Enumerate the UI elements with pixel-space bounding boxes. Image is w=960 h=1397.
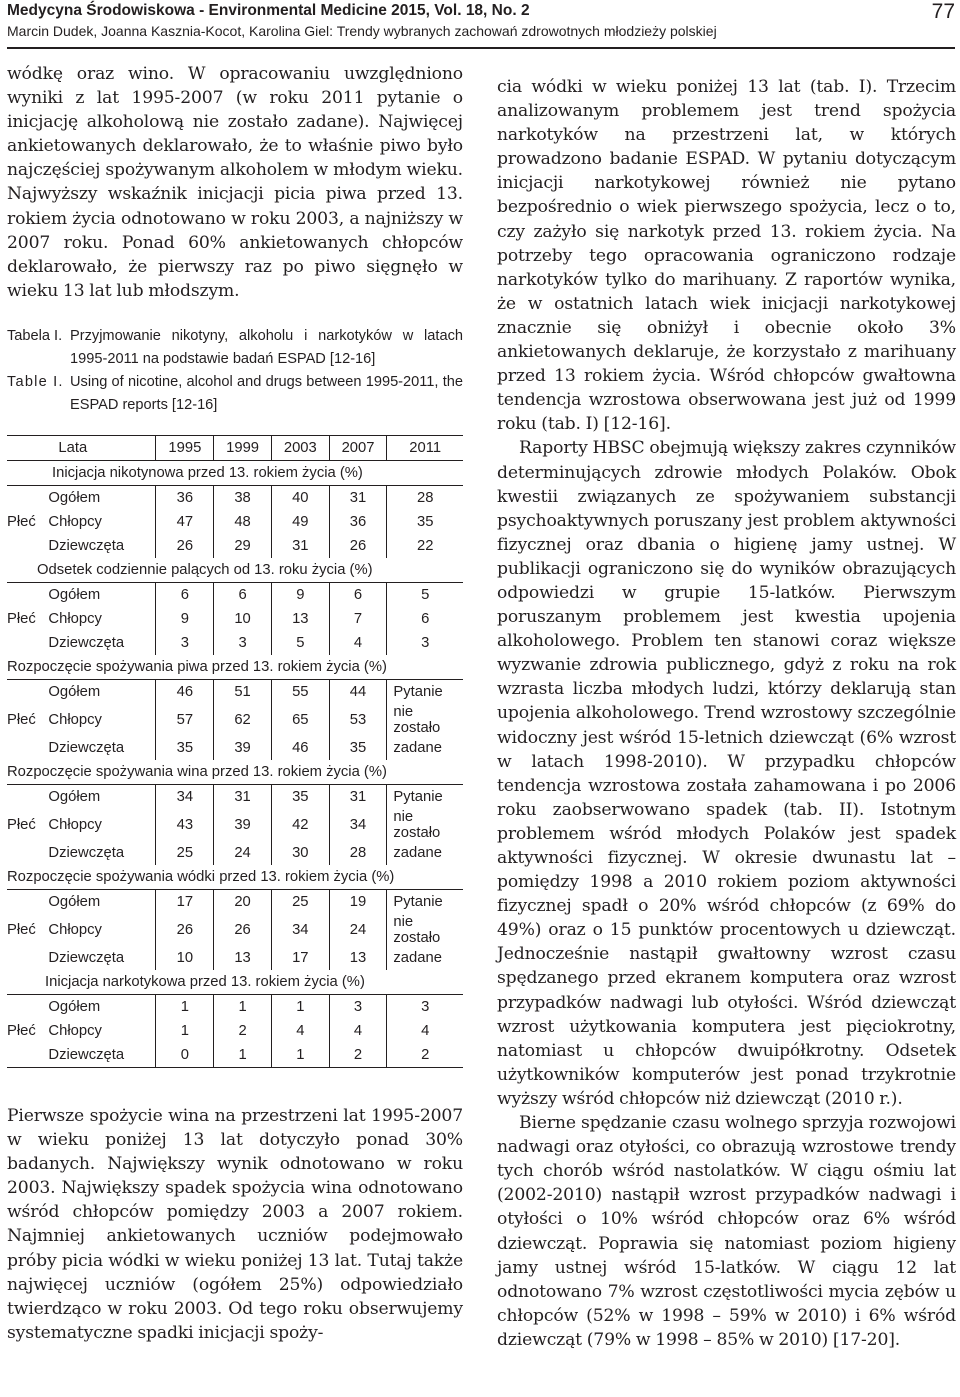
row-label: Ogółem [38,679,156,704]
table-cell: 35 [329,736,387,760]
table-cell: zadane [393,739,442,756]
table-cell: 19 [329,889,387,914]
table-cell: 34 [156,784,214,809]
table-cell: 13 [329,946,387,970]
group-label: Płeć [7,610,36,627]
caption-label-en: Table I. [7,373,64,390]
row-label: Dziewczęta [38,736,156,760]
row-label: Ogółem [38,485,156,510]
header-year: 2007 [329,435,387,460]
table-cell: 6 [329,582,387,607]
row-label: Chłopcy [38,704,156,736]
table-cell: 62 [214,704,272,736]
table-cell: 3 [156,631,214,655]
header-year: 1999 [214,435,272,460]
table-row [7,841,463,865]
group-label-empty [7,679,38,704]
table-section-header [7,760,463,785]
table-cell: 1 [156,994,214,1019]
table-cell: 1 [214,1043,272,1068]
group-label-empty [7,889,38,914]
table-cell: 10 [214,607,272,631]
table-cell: 3 [421,634,430,651]
row-label: Chłopcy [38,914,156,946]
table-cell: 24 [329,914,387,946]
caption-label-pl: Tabela I. [7,327,63,344]
table-cell: nie zostało [393,913,441,946]
row-label: Dziewczęta [38,841,156,865]
table-cell: 55 [271,679,329,704]
table-cell: 4 [421,1022,430,1039]
table-cell: 25 [156,841,214,865]
table-cell: nie zostało [393,703,441,736]
table-cell: 26 [156,534,214,558]
header-year: 1995 [156,435,214,460]
table-section-header [7,655,463,680]
table-row [7,994,463,1019]
row-label: Ogółem [38,889,156,914]
table-cell: 31 [271,534,329,558]
table-cell: 3 [329,994,387,1019]
table-cell: 48 [214,510,272,534]
group-label-empty [7,631,38,655]
table-cell: 22 [416,537,434,554]
table-cell: 5 [421,586,430,603]
table-caption [7,325,463,417]
running-head-authors: Marcin Dudek, Joanna Kasznia-Kocot, Karolina Giel: Trendy wybranych zachowań zdrowotnych młodzieży polskiej [7,23,717,39]
table-cell: 28 [329,841,387,865]
table-cell: 0 [156,1043,214,1068]
caption-text-en: Using of nicotine, alcohol and drugs between 1995‑2011, the ESPAD reports [12‑16] [70,373,463,413]
table-cell: 1 [271,1043,329,1068]
section-title: Rozpoczęcie spożywania piwa przed 13. rokiem życia (%) [7,655,463,680]
table-cell: 35 [416,513,434,530]
group-label-empty [7,582,38,607]
table-header-row [7,435,463,460]
table-cell: 57 [156,704,214,736]
table-cell: 26 [156,914,214,946]
group-label-empty [7,534,38,558]
body-paragraph: wódkę oraz wino. W opracowaniu uwzględniono wyniki z lat 1995‑2007 (w roku 2011 pytanie o inicjację alkoholową nie zostało zadane). Najwięcej ankietowanych deklarowało, że to właśnie piwo było najczęściej spożywanym alkoholem w młodym wieku. Najwyższy wskaźnik inicjacji picia piwa przed 13. rokiem życia odnotowano w roku 2003, a najniższy w 2007 roku. Ponad 60% ankietowanych chłopców deklarowało, że pierwszy raz po piwo sięgnęło w wieku 13 lat lub młodszym. [7,64,463,301]
table-cell: 20 [214,889,272,914]
table-row [7,736,463,760]
table-cell: 1 [156,1019,214,1043]
header-year: 2011 [387,435,463,460]
table-cell: 36 [329,510,387,534]
table-cell: 46 [156,679,214,704]
table-cell: 4 [329,1019,387,1043]
row-label: Ogółem [38,582,156,607]
table-cell: nie zostało [393,808,441,841]
table-cell: 39 [214,736,272,760]
table-cell: 43 [156,809,214,841]
table-cell: 2 [214,1019,272,1043]
row-label: Dziewczęta [38,1043,156,1068]
section-title: Inicjacja nikotynowa przed 13. rokiem życia (%) [7,460,463,485]
data-table [7,435,463,1068]
table-cell: 2 [387,1043,463,1068]
group-label-empty [7,946,38,970]
table-cell: 65 [271,704,329,736]
table-row [7,914,463,946]
journal-title: Medycyna Środowiskowa - Environmental Medicine 2015, Vol. 18, No. 2 [7,2,530,19]
table-cell: 1 [271,994,329,1019]
table-row [7,1043,463,1068]
table-row [7,607,463,631]
table-cell: 6 [421,610,430,627]
table-section-header [7,865,463,890]
table-cell: 24 [214,841,272,865]
group-label-empty [7,1043,38,1068]
table-cell: 28 [416,489,434,506]
table-cell: 3 [421,998,430,1015]
group-label-empty [7,485,38,510]
table-cell: 5 [271,631,329,655]
table-cell: 35 [271,784,329,809]
section-title: Inicjacja narkotykowa przed 13. rokiem życia (%) [7,970,463,995]
table-cell: zadane [393,949,442,966]
table-cell: 13 [214,946,272,970]
table-cell: 31 [214,784,272,809]
group-label-empty [7,736,38,760]
table-cell: 36 [156,485,214,510]
table-cell: 25 [271,889,329,914]
section-title: Rozpoczęcie spożywania wódki przed 13. rokiem życia (%) [7,865,463,890]
table-row [7,679,463,704]
row-label: Dziewczęta [38,534,156,558]
table-cell: Pytanie [393,893,443,910]
group-label: Płeć [7,921,36,938]
table-cell: 13 [271,607,329,631]
body-paragraph: Bierne spędzanie czasu wolnego sprzyja rozwojowi nadwagi oraz otyłości, co obrazują wzrostowe trendy tych chorób wśród nastolatków. W ciągu ośmiu lat (2002‑2010) nastąpił wzrost przypadków nadwagi i otyłości o 10% wśród chłopców oraz 6% wśród dziewcząt. Poprawia się natomiast poziom higieny jamy ustnej wśród 15‑latków. W ciągu 12 lat odnotowano 7% wzrost częstotliwości mycia zębów u chłopców (52% w 1998 – 59% w 2010) i 6% wśród dziewcząt (79% w 1998 – 85% w 2010) [17‑20]. [497,1113,956,1350]
table-cell: 47 [156,510,214,534]
table-section-header [7,970,463,995]
table-cell: 7 [329,607,387,631]
group-label: Płeć [7,816,36,833]
caption-text-pl: Przyjmowanie nikotyny, alkoholu i narkotyków w latach 1995‑2011 na podstawie badań ESPAD [12‑16] [70,327,463,367]
group-label: Płeć [7,513,36,530]
section-title: Odsetek codziennie palących od 13. roku życia (%) [7,558,463,583]
table-cell: 17 [156,889,214,914]
row-label: Dziewczęta [38,631,156,655]
table-row [7,485,463,510]
table-cell: 35 [156,736,214,760]
table-cell: 2 [329,1043,387,1068]
table-cell: 4 [271,1019,329,1043]
table-cell: 1 [214,994,272,1019]
table-cell: 6 [214,582,272,607]
row-label: Chłopcy [38,607,156,631]
table-row [7,704,463,736]
table-row [7,889,463,914]
table-cell: 9 [271,582,329,607]
table-cell: 34 [329,809,387,841]
table-cell: 39 [214,809,272,841]
row-label: Ogółem [38,994,156,1019]
table-cell: 38 [214,485,272,510]
table-row [7,809,463,841]
page-number: 77 [931,0,955,23]
table-row [7,582,463,607]
table-cell: 10 [156,946,214,970]
row-label: Chłopcy [38,809,156,841]
table-row [7,631,463,655]
table-row [7,510,463,534]
table-cell: 34 [271,914,329,946]
table-section-header [7,460,463,485]
group-label-empty [7,841,38,865]
row-label: Ogółem [38,784,156,809]
table-cell: 31 [329,485,387,510]
table-cell: 26 [214,914,272,946]
table-cell: 44 [329,679,387,704]
table-cell: 51 [214,679,272,704]
table-cell: 31 [329,784,387,809]
table-cell: 29 [214,534,272,558]
table-cell: Pytanie [393,788,443,805]
table-cell: 17 [271,946,329,970]
table-row [7,946,463,970]
group-label-empty [7,994,38,1019]
group-label-empty [7,784,38,809]
header-year: 2003 [271,435,329,460]
table-row [7,534,463,558]
table-cell: 4 [329,631,387,655]
row-label: Dziewczęta [38,946,156,970]
table-section-header [7,558,463,583]
section-title: Rozpoczęcie spożywania wina przed 13. rokiem życia (%) [7,760,463,785]
table-cell: 30 [271,841,329,865]
table-cell: 6 [156,582,214,607]
body-paragraph: Pierwsze spożycie wina na przestrzeni lat 1995‑2007 w wieku poniżej 13 lat dotyczyło ponad 30% badanych. Największy wynik odnotowano w roku 2003. Największy spadek spożycia wina odnotowano wśród chłopców pomiędzy 2003 a 2007 rokiem. Najmniej ankietowanych uczniów podejmowało próby picia wódki w wieku poniżej 13 lat. Tutaj także najwięcej uczniów (ogółem 25%) odpowiedziało twierdząco w roku 2003. Od tego roku obserwujemy systematyczne spadki inicjacji spoży- [7,1105,463,1343]
right-column [497,75,956,1352]
table-row [7,784,463,809]
table-cell: 9 [156,607,214,631]
header-years-label: Lata [38,435,156,460]
row-label: Chłopcy [38,510,156,534]
table-cell: 42 [271,809,329,841]
group-label: Płeć [7,711,36,728]
table-cell: 3 [214,631,272,655]
body-paragraph: Raporty HBSC obejmują większy zakres czynników determinujących zdrowie młodych Polaków. Obok kwestii związanych ze spożywaniem substancji psychoaktywnych poruszany jest problem aktywności fizycznej oraz dbania o higienę jamy ustnej. W publikacji ograniczono się do wyników obrazujących odpowiedzi w grupie 15‑latków. Pierwszym poruszanym problemem jest kwestia upojenia alkoholowego. Problem ten stanowi coraz większe wyzwanie zdrowia publicznego, gdyż z roku na rok wzrasta liczba młodych ludzi, którzy deklarują stan upojenia alkoholowego. Trend wzrostowy szczególnie widoczny jest wśród 15‑letnich dziewcząt (6% wzrost w latach 1998‑2010). W przypadku chłopców tendencja wzrostowa została zahamowana i po 2006 roku zaobserwowano spadek (tab. II). Istotnym problemem wśród młodych Polaków jest spadek aktywności fizycznej. W okresie dwunastu lat – pomiędzy 1998 a 2010 rokiem poziom aktywności fizycznej spadł o 20% wśród chłopców (z 69% do 49%) oraz o 15 punktów procentowych u dziewcząt. Jednocześnie nastąpił gwałtowny wzrost czasu spędzanego przed ekranem komputera oraz wzrost przypadków nadwagi lub otyłości. Wśród dziewcząt wzrost użytkowania komputera jest pięciokrotny, natomiast u chłopców dwuipółkrotny. Odsetek użytkowników komputerów jest ponad trzykrotnie wyższy wśród chłopców niż dziewcząt (2010 r.). [497,438,956,1109]
table-cell: 46 [271,736,329,760]
table-cell: 26 [329,534,387,558]
group-label: Płeć [7,1022,36,1039]
header-rule [7,47,955,49]
table-cell: zadane [393,844,442,861]
left-column [7,62,463,1345]
table-cell: 53 [329,704,387,736]
table-cell: Pytanie [393,683,443,700]
table-cell: 49 [271,510,329,534]
table-cell: 40 [271,485,329,510]
table-row [7,1019,463,1043]
row-label: Chłopcy [38,1019,156,1043]
body-paragraph: cia wódki w wieku poniżej 13 lat (tab. I). Trzecim analizowanym problemem jest trend spożycia narkotyków na przestrzeni lat, w których prowadzono badanie ESPAD. W pytaniu dotyczącym inicjacji narkotykowej również nie pytano bezpośrednio o wiek pierwszego spożycia, lecz o to, czy zażyło się narkotyk przed 13. rokiem życia. Na potrzeby tego opracowania ograniczono rodzaje narkotyków tylko do marihuany. Z raportów wynika, że w ostatnich latach wiek inicjacji narkotykowej znacznie się obniżył i obecnie około 3% ankietowanych deklaruje, że korzystało z marihuany przed 13 rokiem życia. Wśród chłopców gwałtowna tendencja wzrostowa obserwowana jest już od 1999 roku (tab. I) [12‑16]. [497,77,956,435]
